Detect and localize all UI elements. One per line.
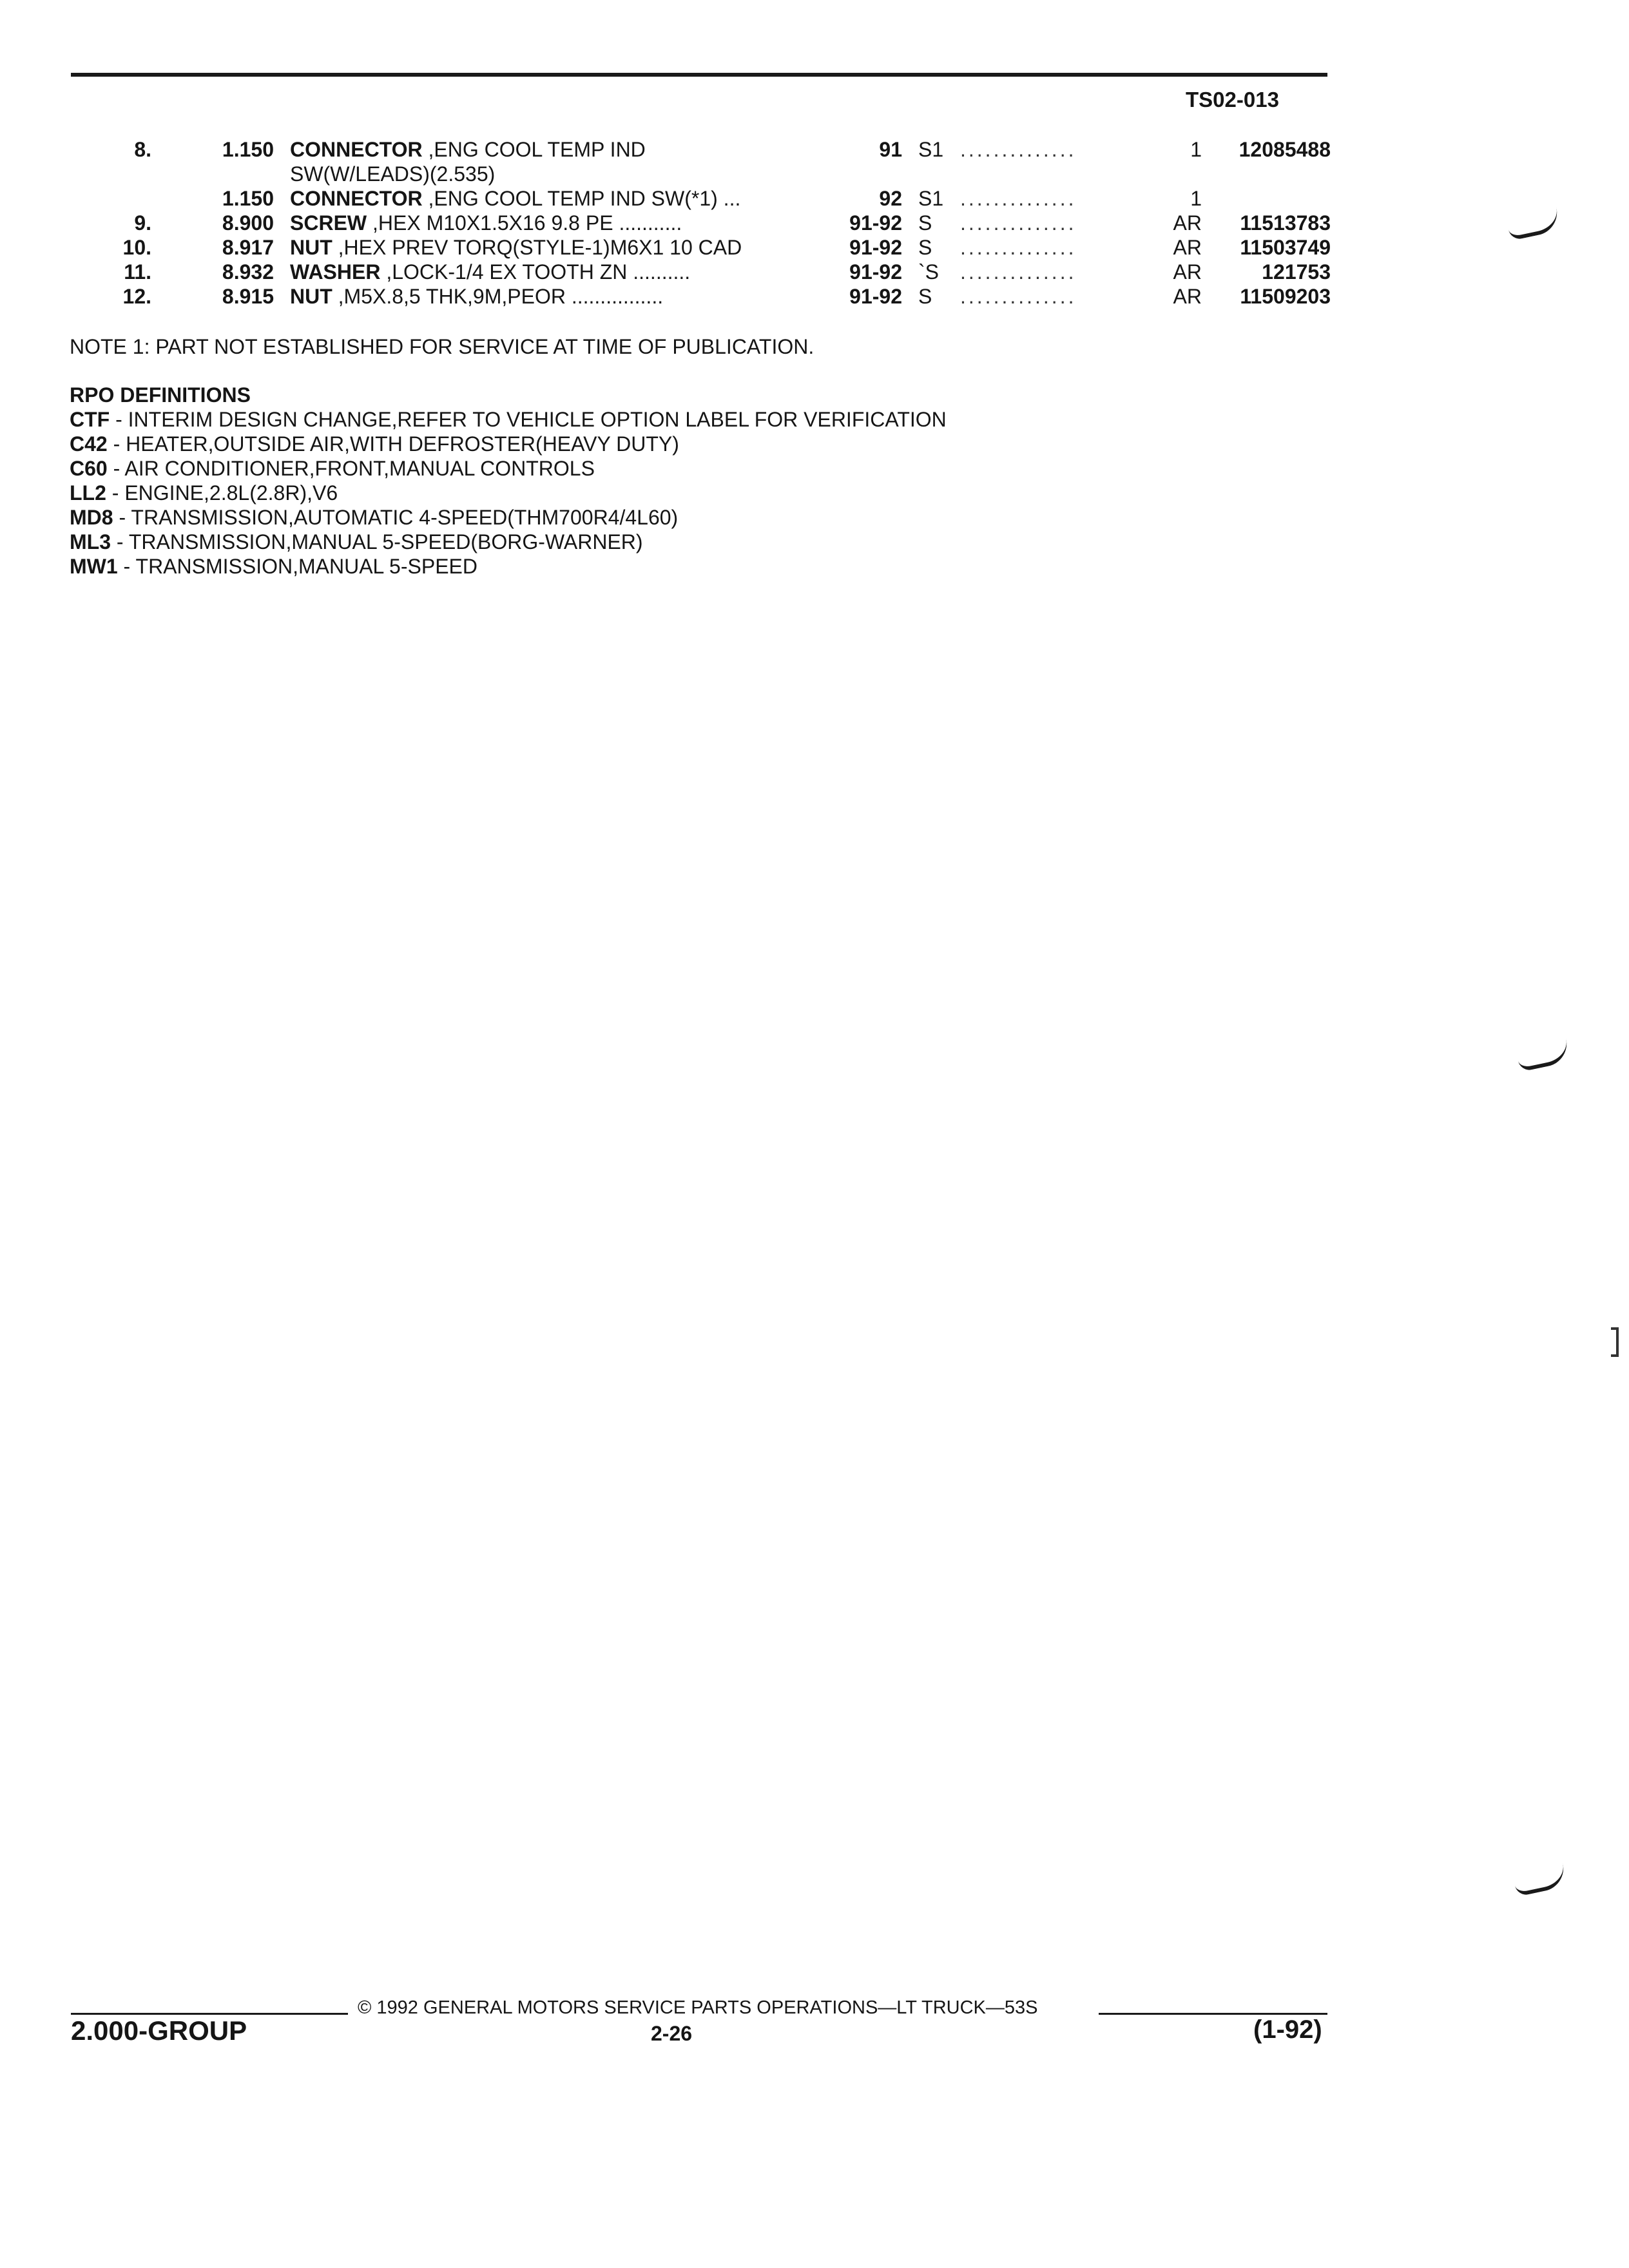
parts-row — [0, 187, 1353, 213]
part-description — [290, 260, 690, 284]
rpo-code: MW1 — [70, 555, 118, 578]
part-name: CONNECTOR — [290, 187, 423, 210]
part-detail: ,HEX PREV TORQ(STYLE-1)M6X1 10 CAD — [332, 236, 742, 259]
binder-mark — [1506, 207, 1561, 241]
item-number: 12. — [122, 285, 151, 308]
quantity: 1 — [1190, 187, 1202, 210]
binder-mark — [1516, 1039, 1571, 1072]
leader-dots: .............. — [960, 236, 1077, 259]
rpo-code: C60 — [70, 457, 108, 480]
quantity: AR — [1173, 236, 1202, 259]
part-name: WASHER — [290, 260, 381, 284]
usage-code: S — [918, 236, 932, 259]
part-detail: ,ENG COOL TEMP IND — [422, 138, 646, 161]
item-number: 11. — [124, 260, 151, 284]
model-year: 91 — [879, 138, 902, 161]
illustration-number: 1.150 — [222, 138, 274, 161]
usage-code: `S — [918, 260, 939, 284]
item-number: 8. — [134, 138, 151, 161]
part-description — [290, 285, 663, 309]
scan-bracket-mark — [1611, 1327, 1619, 1357]
footer-date: (1-92) — [1253, 2015, 1322, 2044]
leader-dots: .............. — [960, 138, 1077, 161]
illustration-number: 8.932 — [222, 260, 274, 284]
part-description — [290, 187, 740, 211]
parts-row — [0, 211, 1353, 237]
leader-dots: .............. — [960, 285, 1077, 308]
part-number: 121753 — [1262, 260, 1331, 284]
illustration-number: 1.150 — [222, 187, 274, 210]
rpo-definitions-list — [70, 407, 947, 579]
rpo-definition — [70, 530, 947, 554]
part-name: CONNECTOR — [290, 138, 423, 161]
part-number: 11513783 — [1240, 211, 1331, 235]
part-name: NUT — [290, 285, 333, 308]
usage-code: S1 — [918, 138, 944, 161]
part-number: 11509203 — [1240, 285, 1331, 308]
rpo-text: - AIR CONDITIONER,FRONT,MANUAL CONTROLS — [107, 457, 595, 480]
illustration-number: 8.915 — [222, 285, 274, 308]
rpo-code: C42 — [70, 432, 108, 456]
quantity: 1 — [1190, 138, 1202, 161]
leader-dots: .............. — [960, 187, 1077, 210]
rpo-text: - HEATER,OUTSIDE AIR,WITH DEFROSTER(HEAVY DUTY) — [107, 432, 679, 456]
model-year: 91-92 — [849, 285, 902, 308]
usage-code: S1 — [918, 187, 944, 210]
footer-rule-left — [71, 2013, 348, 2015]
quantity: AR — [1173, 285, 1202, 308]
rpo-definition — [70, 407, 947, 432]
usage-code: S — [918, 285, 932, 308]
binder-mark — [1512, 1863, 1568, 1897]
rpo-definition — [70, 505, 947, 530]
parts-row-continuation — [0, 162, 1353, 188]
rpo-definition — [70, 554, 947, 579]
part-detail-continued: SW(W/LEADS)(2.535) — [290, 162, 496, 186]
part-detail: ,ENG COOL TEMP IND SW(*1) ... — [422, 187, 741, 210]
model-year: 91-92 — [849, 260, 902, 284]
part-detail: ,M5X.8,5 THK,9M,PEOR ................ — [332, 285, 664, 308]
rpo-text: - ENGINE,2.8L(2.8R),V6 — [106, 481, 338, 505]
model-year: 91-92 — [849, 236, 902, 259]
rpo-code: MD8 — [70, 506, 113, 529]
parts-row — [0, 260, 1353, 286]
footer-copyright: © 1992 GENERAL MOTORS SERVICE PARTS OPERATIONS—LT TRUCK—53S — [358, 1997, 1038, 2018]
rpo-text: - INTERIM DESIGN CHANGE,REFER TO VEHICLE OPTION LABEL FOR VERIFICATION — [110, 408, 947, 431]
rpo-code: LL2 — [70, 481, 106, 505]
part-description — [290, 211, 682, 235]
part-description — [290, 138, 646, 162]
part-detail: ,LOCK-1/4 EX TOOTH ZN .......... — [380, 260, 691, 284]
leader-dots: .............. — [960, 211, 1077, 235]
quantity: AR — [1173, 211, 1202, 235]
quantity: AR — [1173, 260, 1202, 284]
parts-row — [0, 236, 1353, 262]
parts-row — [0, 285, 1353, 311]
part-number: 11503749 — [1240, 236, 1331, 259]
rpo-definition — [70, 481, 947, 505]
document-id: TS02-013 — [1186, 88, 1279, 111]
part-name: NUT — [290, 236, 333, 259]
footer-group-label: 2.000-GROUP — [71, 2015, 247, 2046]
part-description — [290, 236, 742, 260]
header-rule — [71, 73, 1327, 77]
rpo-definitions-title: RPO DEFINITIONS — [70, 383, 251, 407]
part-detail: ,HEX M10X1.5X16 9.8 PE ........... — [367, 211, 682, 235]
usage-code: S — [918, 211, 932, 235]
page-number: 2-26 — [651, 2022, 693, 2045]
footer-rule-right — [1099, 2013, 1327, 2015]
part-name: SCREW — [290, 211, 367, 235]
part-number: 12085488 — [1239, 138, 1331, 161]
rpo-text: - TRANSMISSION,AUTOMATIC 4-SPEED(THM700R4/4L60) — [113, 506, 679, 529]
rpo-text: - TRANSMISSION,MANUAL 5-SPEED(BORG-WARNER) — [111, 530, 643, 553]
parts-row — [0, 138, 1353, 164]
model-year: 91-92 — [849, 211, 902, 235]
rpo-code: CTF — [70, 408, 110, 431]
rpo-text: - TRANSMISSION,MANUAL 5-SPEED — [117, 555, 477, 578]
item-number: 9. — [134, 211, 151, 235]
leader-dots: .............. — [960, 260, 1077, 284]
rpo-code: ML3 — [70, 530, 111, 553]
illustration-number: 8.917 — [222, 236, 274, 259]
item-number: 10. — [122, 236, 151, 259]
rpo-definition — [70, 432, 947, 456]
illustration-number: 8.900 — [222, 211, 274, 235]
model-year: 92 — [879, 187, 902, 210]
service-note: NOTE 1: PART NOT ESTABLISHED FOR SERVICE AT TIME OF PUBLICATION. — [70, 335, 815, 358]
rpo-definition — [70, 456, 947, 481]
